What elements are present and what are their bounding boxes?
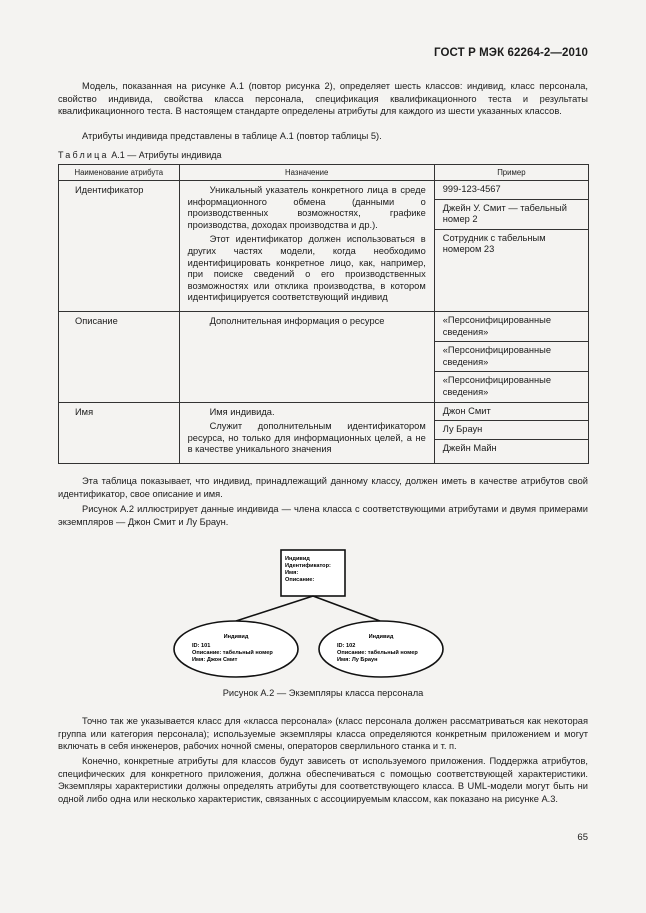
instance-title: Индивид — [223, 634, 249, 640]
instance-line: Имя: Джон Смит — [192, 657, 238, 663]
class-box-line: Описание: — [285, 577, 315, 583]
example-value: Джейн У. Смит — табельный номер 2 — [435, 200, 588, 230]
attribute-examples — [434, 402, 588, 463]
header-example: Пример — [434, 165, 588, 181]
table-row — [59, 402, 589, 463]
instance-line: ID: 102 — [337, 643, 356, 649]
closing-paragraph-2: Конечно, конкретные атрибуты для классов будут зависеть от используемого приложения. Поддержка атрибутов, специфических для конкретного приложения, должна обеспечиваться с помощью соответствующей характеристики. Экземпляры характеристики должны определять атрибуты для соответствующего класса. В UML-модели могут быть ни одной либо одна или несколько характеристик, связанных с ассоциируемым классом, как показано на рисунке А.3. — [58, 756, 588, 804]
class-box-line: Индивид — [285, 556, 310, 562]
attribute-purpose — [179, 181, 434, 312]
attribute-examples — [434, 181, 588, 312]
class-box-line: Идентификатор: — [285, 563, 331, 569]
purpose-text: Служит дополнительным идентификатором ресурса, но только для информационных целей, а не в качестве уникального значения — [187, 421, 426, 455]
attribute-purpose — [179, 402, 434, 463]
instance-ellipse-right — [319, 621, 443, 677]
attribute-name: Описание — [59, 311, 180, 402]
table-caption-prefix: Таблица — [58, 150, 109, 160]
instance-title: Индивид — [368, 634, 394, 640]
middle-paragraph-1: Эта таблица показывает, что индивид, принадлежащий данному классу, должен иметь в качестве атрибутов свой идентификатор, свое описание и имя. — [58, 476, 588, 499]
table-header-row — [59, 165, 589, 181]
figure-instances-diagram — [160, 548, 480, 678]
purpose-text: Уникальный указатель конкретного лица в среде информационного обмена (данными о производственных возможностях, графике производства, доходах производства и др.). — [187, 185, 426, 230]
header-attribute-name: Наименование атрибута — [59, 165, 180, 181]
purpose-text: Дополнительная информация о ресурсе — [209, 315, 385, 326]
example-value: 999-123-4567 — [435, 181, 588, 200]
intro-paragraph-2: Атрибуты индивида представлены в таблице А.1 (повтор таблицы 5). — [82, 131, 382, 141]
example-value: Сотрудник с табельным номером 23 — [442, 232, 546, 255]
instance-line: Имя: Лу Браун — [337, 657, 378, 663]
purpose-text: Этот идентификатор должен использоваться в других частях модели, когда необходимо идентифицировать конкретное лицо, как, например, при поиске сведений о его производственных возможностях или отклика производства, в котором идентифицируется соответствующий индивид — [187, 234, 426, 303]
page-number: 65 — [577, 832, 588, 843]
example-value: Джейн Майн — [442, 442, 497, 453]
class-box-line: Имя: — [285, 570, 299, 576]
attribute-name: Имя — [59, 402, 180, 463]
document-id-header: ГОСТ Р МЭК 62264-2—2010 — [434, 47, 588, 59]
header-purpose: Назначение — [179, 165, 434, 181]
instance-ellipse-left — [174, 621, 298, 677]
attribute-examples — [434, 311, 588, 402]
example-value: «Персонифицированные сведения» — [435, 342, 588, 372]
instance-line: ID: 101 — [192, 643, 211, 649]
connector-line-right — [313, 596, 380, 621]
figure-caption: Рисунок А.2 — Экземпляры класса персонала — [222, 688, 424, 698]
purpose-text: Имя индивида. — [209, 406, 275, 417]
attribute-name: Идентификатор — [59, 181, 180, 312]
example-value: «Персонифицированные сведения» — [442, 375, 552, 397]
intro-paragraph-1: Модель, показанная на рисунке А.1 (повтор рисунка 2), определяет шесть классов: индивид, класс персонала, свойство индивида, свойства класса персонала, спецификация квалификационного теста и результаты квалификационного теста. В настоящем стандарте определены атрибуты для каждого из шести указанных классов. — [58, 81, 588, 117]
attribute-purpose — [179, 311, 434, 402]
table-caption — [58, 150, 222, 161]
middle-paragraph-2: Рисунок А.2 иллюстрирует данные индивида — члена класса с соответствующими атрибутами и двумя примерами экземпляров — Джон Смит и Лу Браун. — [58, 504, 588, 527]
example-value: Лу Браун — [435, 421, 588, 440]
example-value: «Персонифицированные сведения» — [435, 312, 588, 342]
table-row — [59, 311, 589, 402]
instance-line: Описание: табельный номер — [337, 650, 418, 656]
table-row — [59, 181, 589, 312]
attributes-table — [58, 164, 589, 464]
closing-paragraph-1: Точно так же указывается класс для «класса персонала» (класс персонала должен рассматриваться как некоторая группа или категория персонала); используемые экземпляры класса определяются конкретным приложением и могут включать в себя инженеров, рабочих ночной смены, операторов сверлильного станка и т. п. — [58, 716, 588, 752]
example-value: Джон Смит — [435, 403, 588, 422]
table-caption-title: А.1 — Атрибуты индивида — [108, 150, 222, 160]
instance-line: Описание: табельный номер — [192, 650, 273, 656]
connector-line-left — [236, 596, 313, 621]
